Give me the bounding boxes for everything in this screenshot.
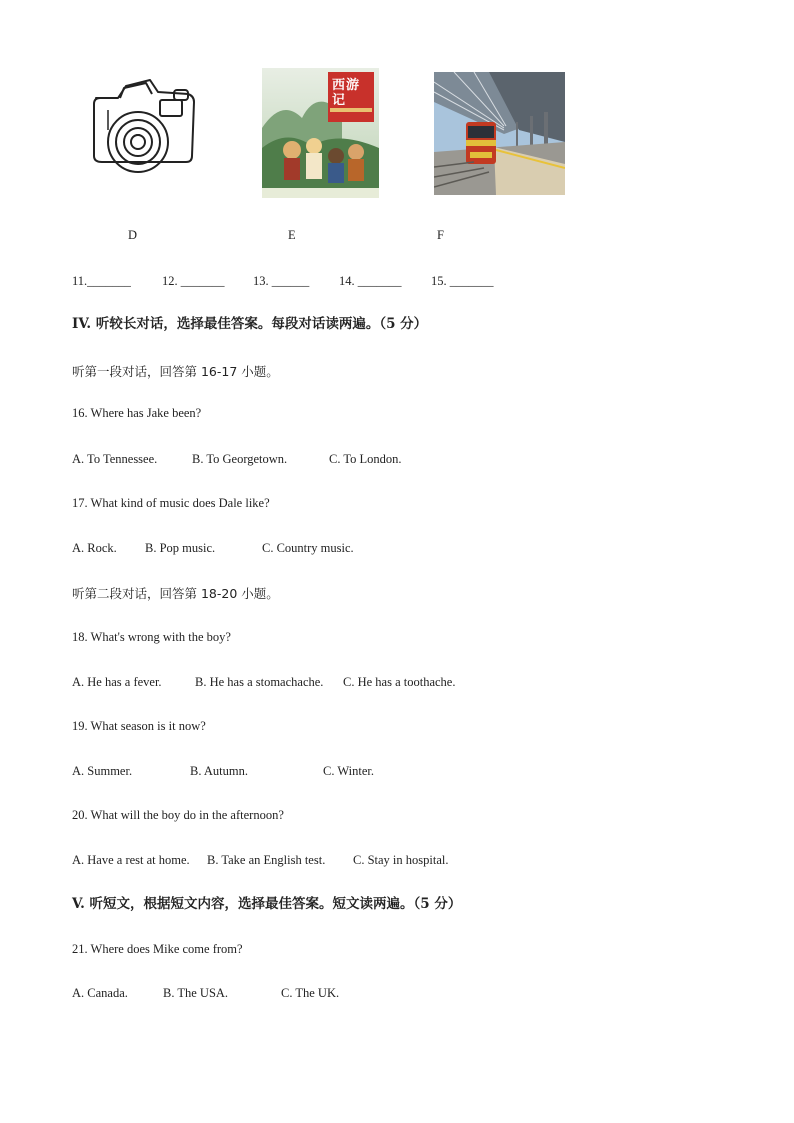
train-station-picture (434, 72, 565, 195)
section-v-heading: V. 听短文，根据短文内容，选择最佳答案。短文读两遍。（5 分） (72, 896, 462, 912)
option-19-b[interactable]: B. Autumn. (190, 764, 248, 778)
option-16-c[interactable]: C. To London. (329, 452, 402, 466)
answer-blank-13[interactable]: 13. ______ (253, 274, 310, 288)
camera-picture (88, 70, 198, 188)
option-17-a[interactable]: A. Rock. (72, 541, 117, 555)
picture-label-f: F (437, 228, 444, 242)
answer-blank-11[interactable]: 11._______ (72, 274, 131, 288)
option-19-c[interactable]: C. Winter. (323, 764, 375, 778)
question-16: 16. Where has Jake been? (72, 406, 202, 420)
book-title-text: 西游记 (332, 78, 361, 108)
option-20-c[interactable]: C. Stay in hospital. (353, 853, 449, 867)
question-18: 18. What's wrong with the boy? (72, 630, 231, 644)
question-17: 17. What kind of music does Dale like? (72, 496, 270, 510)
answer-blank-12[interactable]: 12. _______ (162, 274, 225, 288)
question-21: 21. Where does Mike come from? (72, 942, 243, 956)
option-21-a[interactable]: A. Canada. (72, 986, 128, 1000)
option-20-b[interactable]: B. Take an English test. (207, 853, 326, 867)
camera-icon (88, 70, 198, 188)
picture-label-e: E (288, 228, 296, 242)
option-16-b[interactable]: B. To Georgetown. (192, 452, 288, 466)
option-18-c[interactable]: C. He has a toothache. (343, 675, 456, 689)
option-21-b[interactable]: B. The USA. (163, 986, 229, 1000)
picture-label-d: D (128, 228, 138, 242)
option-20-a[interactable]: A. Have a rest at home. (72, 853, 190, 867)
section-iv-heading: IV. 听较长对话，选择最佳答案。每段对话读两遍。（5 分） (72, 316, 428, 332)
option-17-b[interactable]: B. Pop music. (145, 541, 216, 555)
option-19-a[interactable]: A. Summer. (72, 764, 133, 778)
answer-blank-14[interactable]: 14. _______ (339, 274, 402, 288)
answer-blank-15[interactable]: 15. _______ (431, 274, 494, 288)
question-19: 19. What season is it now? (72, 719, 206, 733)
train-illustration (434, 72, 565, 195)
option-18-b[interactable]: B. He has a stomachache. (195, 675, 324, 689)
option-17-c[interactable]: C. Country music. (262, 541, 354, 555)
dialogue-1-intro: 听第一段对话，回答第 16-17 小题。 (72, 364, 279, 379)
option-18-a[interactable]: A. He has a fever. (72, 675, 162, 689)
dialogue-2-intro: 听第二段对话，回答第 18-20 小题。 (72, 586, 279, 601)
question-20: 20. What will the boy do in the afternoon? (72, 808, 284, 822)
book-cover-picture (262, 68, 379, 198)
option-16-a[interactable]: A. To Tennessee. (72, 452, 158, 466)
option-21-c[interactable]: C. The UK. (281, 986, 340, 1000)
